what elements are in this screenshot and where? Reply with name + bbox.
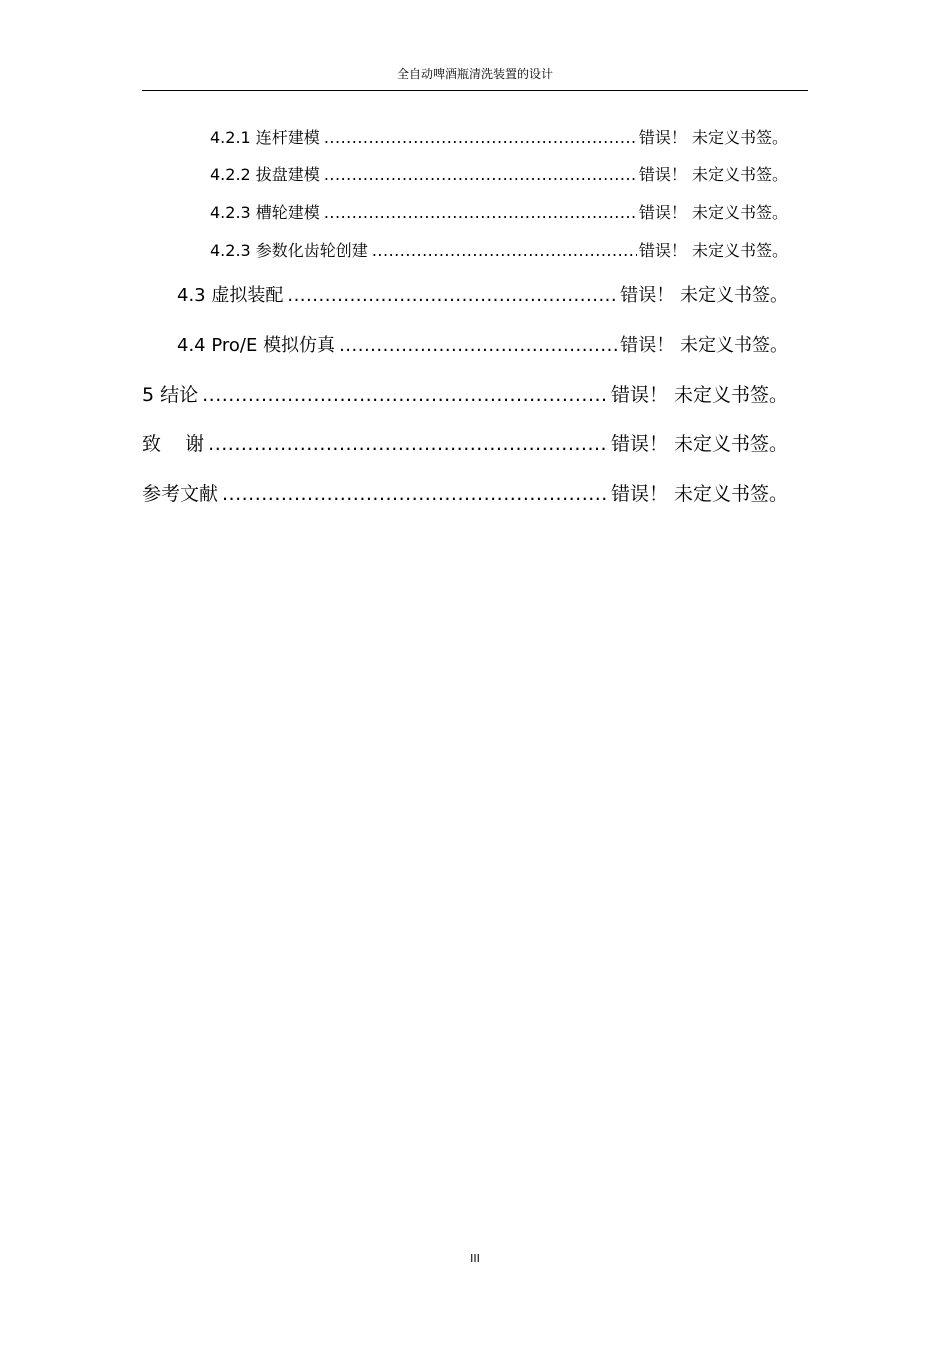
toc-leader-dots <box>208 433 609 455</box>
running-header: 全自动啤酒瓶清洗装置的设计 <box>396 67 553 81</box>
toc-entry-page: 错误！ 未定义书签。 <box>638 128 788 147</box>
toc-entry-title: 4.2.1 连杆建模 <box>210 128 320 147</box>
header-rule <box>142 90 808 91</box>
toc-entry-title: 4.2.2 拔盘建模 <box>210 165 320 184</box>
toc-entry-page: 错误！ 未定义书签。 <box>620 335 788 356</box>
toc-leader-dots <box>222 483 609 505</box>
toc-entry-4-4[interactable] <box>177 331 788 357</box>
toc-entry-title: 4.2.3 槽轮建模 <box>210 203 320 222</box>
toc-entry-4-2-3-a[interactable] <box>210 200 788 223</box>
toc-entry-page: 错误！ 未定义书签。 <box>638 165 788 184</box>
toc-entry-4-2-3-b[interactable] <box>210 238 788 261</box>
toc-entry-title: 参考文献 <box>142 483 219 505</box>
toc-entry-5[interactable] <box>142 380 788 407</box>
toc-entry-title: 4.4 Pro/E 模拟仿真 <box>177 335 336 356</box>
toc-leader-dots <box>324 165 637 184</box>
toc-entry-page: 错误！ 未定义书签。 <box>610 384 788 406</box>
toc-entry-page: 错误！ 未定义书签。 <box>620 285 788 306</box>
toc-leader-dots <box>339 335 618 356</box>
toc-entry-acknowledgements[interactable] <box>142 429 788 456</box>
toc-leader-dots <box>372 241 637 260</box>
toc-leader-dots <box>287 285 618 306</box>
page-number: III <box>470 1252 480 1265</box>
toc-leader-dots <box>324 203 637 222</box>
toc-entry-4-3[interactable] <box>177 281 788 307</box>
toc-entry-title: 5 结论 <box>142 384 199 406</box>
toc-entry-page: 错误！ 未定义书签。 <box>638 241 788 260</box>
toc-entry-title: 致 谢 <box>142 433 205 455</box>
toc-leader-dots <box>324 128 637 147</box>
toc-entry-page: 错误！ 未定义书签。 <box>610 483 788 505</box>
toc-entry-4-2-2[interactable] <box>210 162 788 185</box>
toc-entry-references[interactable] <box>142 479 788 506</box>
toc-entry-page: 错误！ 未定义书签。 <box>610 433 788 455</box>
toc-entry-title: 4.3 虚拟装配 <box>177 285 284 306</box>
toc-leader-dots <box>202 384 609 406</box>
toc-entry-title: 4.2.3 参数化齿轮创建 <box>210 241 368 260</box>
toc-entry-4-2-1[interactable] <box>210 125 788 148</box>
toc-entry-page: 错误！ 未定义书签。 <box>638 203 788 222</box>
